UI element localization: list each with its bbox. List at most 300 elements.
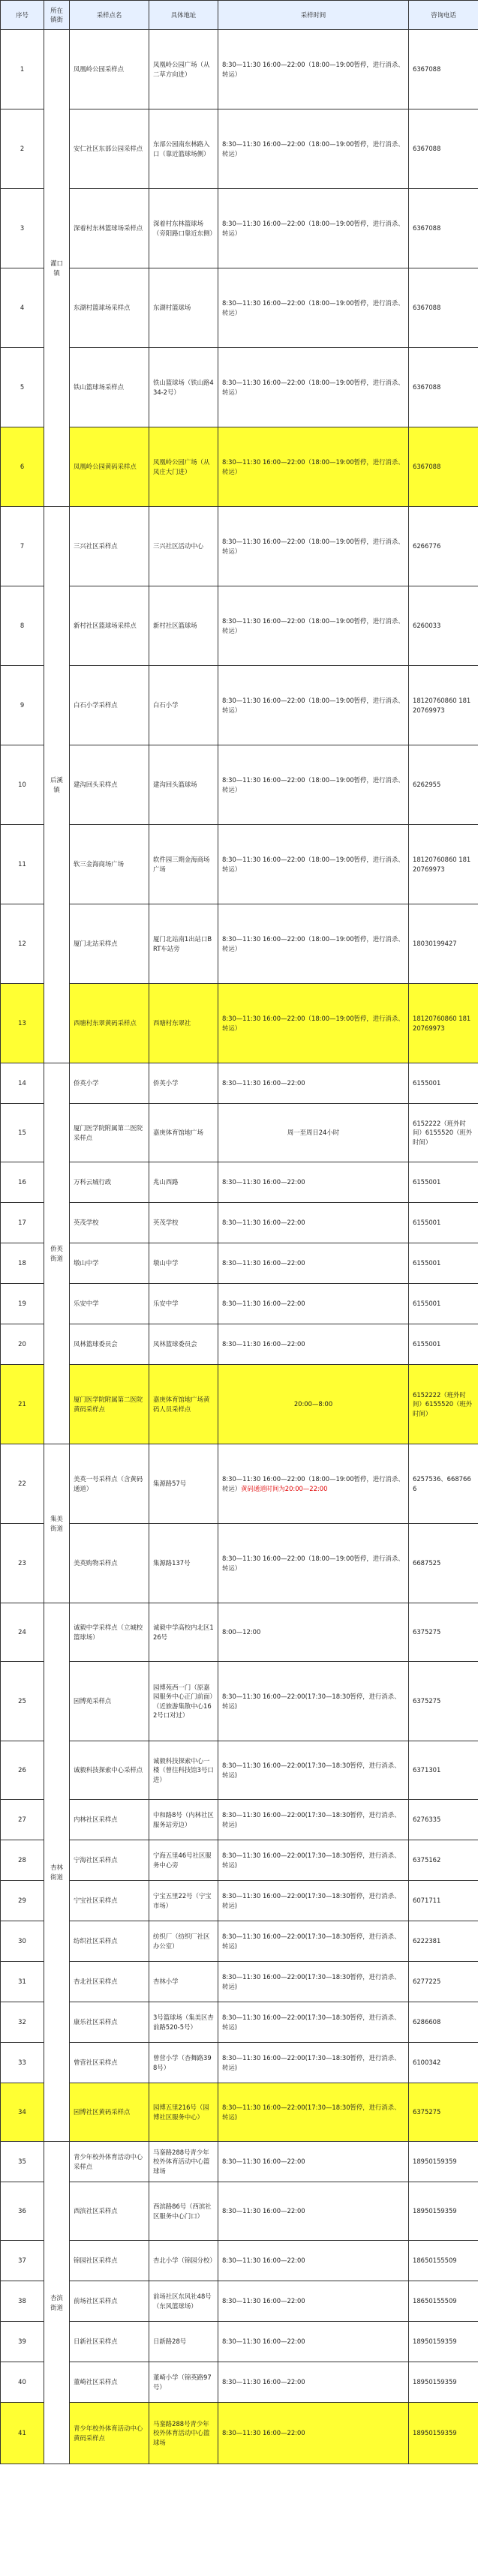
- row-number: 27: [1, 1800, 44, 1840]
- site-name: 曾营社区采样点: [70, 2043, 149, 2083]
- sampling-time-text: 8:30—11:30 16:00—22:00（18:00—19:00暂停，进行消杀、转运）: [222, 617, 404, 634]
- site-name: 墩山中学: [70, 1243, 149, 1284]
- site-name: 深着村东林篮球场采样点: [70, 189, 149, 268]
- table-row: [1, 2362, 478, 2403]
- site-name: 乐安中学: [70, 1284, 149, 1324]
- row-number: 5: [1, 348, 44, 427]
- phone-number: 18030199427: [409, 904, 478, 984]
- site-name: 诚毅中学采样点（立城校篮球场）: [70, 1603, 149, 1662]
- row-number: 1: [1, 30, 44, 109]
- site-name: 侨英小学: [70, 1063, 149, 1104]
- sampling-time: [218, 2083, 409, 2142]
- site-address: 前场社区东风社48号（东风篮球场）: [149, 2281, 218, 2322]
- district-cell: 灌口镇: [44, 30, 70, 507]
- site-name: 厦门医学院附属第二医院黄码采样点: [70, 1365, 149, 1444]
- phone-number: 6155001: [409, 1063, 478, 1104]
- site-name: 日新社区采样点: [70, 2322, 149, 2362]
- site-name: 英茂学校: [70, 1203, 149, 1243]
- site-name: 诚毅科技探索中心采样点: [70, 1741, 149, 1800]
- phone-number: 6367088: [409, 109, 478, 189]
- table-row: [1, 1840, 478, 1881]
- sampling-time-text: 8:30—11:30 16:00—22:00(17:30—18:30暂停，进行消杀、转运): [222, 1693, 401, 1710]
- row-number: 11: [1, 825, 44, 904]
- header-cell: 序号: [1, 1, 44, 30]
- table-row: [1, 2043, 478, 2083]
- sampling-time-text: 20:00—8:00: [293, 1400, 333, 1408]
- row-number: 28: [1, 1840, 44, 1881]
- site-address: 马銮路288号青少年校外体育活动中心篮球场: [149, 2142, 218, 2182]
- row-number: 19: [1, 1284, 44, 1324]
- row-number: 25: [1, 1662, 44, 1741]
- row-number: 4: [1, 268, 44, 348]
- phone-number: 6375162: [409, 1840, 478, 1881]
- site-name: 园博社区黄码采样点: [70, 2083, 149, 2142]
- table-row: [1, 2083, 478, 2142]
- site-address: 三兴社区活动中心: [149, 507, 218, 586]
- table-row: [1, 2403, 478, 2464]
- sampling-time-text: 8:30—11:30 16:00—22:00（18:00—19:00暂停，进行消杀、转运）: [222, 61, 404, 78]
- sampling-time: [218, 2002, 409, 2043]
- sampling-time-text: 8:30—11:30 16:00—22:00(17:30—18:30暂停，进行消杀、转运): [222, 1852, 401, 1869]
- sampling-time: [218, 1104, 409, 1162]
- sampling-time: [218, 1324, 409, 1365]
- sampling-time-text: 8:30—11:30 16:00—22:00(17:30—18:30暂停，进行消杀、转运): [222, 1811, 401, 1828]
- phone-number: 6155001: [409, 1284, 478, 1324]
- sampling-time: [218, 1524, 409, 1603]
- row-number: 32: [1, 2002, 44, 2043]
- sampling-time-text: 8:30—11:30 16:00—22:00: [222, 1219, 305, 1227]
- phone-number: 6257536、6687666: [409, 1444, 478, 1524]
- sampling-time-text: 8:30—11:30 16:00—22:00: [222, 2429, 305, 2437]
- phone-number: 18950159359: [409, 2182, 478, 2241]
- site-name: 凤凰岭公园黄码采样点: [70, 427, 149, 507]
- site-name: 白石小学采样点: [70, 666, 149, 745]
- site-address: 园博苑西一门（原嘉园服务中心正门前面）（近旅游集散中心162号口对过）: [149, 1662, 218, 1741]
- sampling-time: [218, 2362, 409, 2403]
- district-cell: 杏滨街道: [44, 2142, 70, 2464]
- sampling-time: [218, 268, 409, 348]
- phone-number: 6367088: [409, 268, 478, 348]
- sampling-time-text: 8:30—11:30 16:00—22:00: [222, 1340, 305, 1348]
- site-address: 兆山西路: [149, 1162, 218, 1203]
- table-row: [1, 1800, 478, 1840]
- site-address: 西塘村东翠社: [149, 984, 218, 1063]
- sampling-time-text: 8:30—11:30 16:00—22:00（18:00—19:00暂停，进行消杀、转运）: [222, 697, 404, 714]
- site-address: 东湖村篮球场: [149, 268, 218, 348]
- sampling-time-text: 8:00—12:00: [222, 1628, 261, 1636]
- phone-number: 18120760860 18120769973: [409, 825, 478, 904]
- site-address: 嘉庚体育馆地广场: [149, 1104, 218, 1162]
- row-number: 6: [1, 427, 44, 507]
- sampling-time: [218, 1243, 409, 1284]
- sampling-time: [218, 1444, 409, 1524]
- table-row: [1, 427, 478, 507]
- site-name: 厦门北站采样点: [70, 904, 149, 984]
- header-cell: 采样时间: [218, 1, 409, 30]
- table-row: [1, 1741, 478, 1800]
- row-number: 16: [1, 1162, 44, 1203]
- row-number: 34: [1, 2083, 44, 2142]
- sampling-time-text: 8:30—11:30 16:00—22:00: [222, 1178, 305, 1186]
- row-number: 41: [1, 2403, 44, 2464]
- phone-number: 6155001: [409, 1162, 478, 1203]
- sampling-time-text: 8:30—11:30 16:00—22:00(17:30—18:30暂停，进行消杀、转运): [222, 1762, 401, 1779]
- table-row: [1, 507, 478, 586]
- site-name: 内林社区采样点: [70, 1800, 149, 1840]
- phone-number: 18950159359: [409, 2142, 478, 2182]
- site-address: 嘉庚体育馆地广场黄码人员采样点: [149, 1365, 218, 1444]
- sampling-time-text: 8:30—11:30 16:00—22:00(17:30—18:30暂停，进行消杀、转运): [222, 1933, 401, 1950]
- site-name: 美英购物采样点: [70, 1524, 149, 1603]
- table-row: [1, 1524, 478, 1603]
- row-number: 9: [1, 666, 44, 745]
- phone-number: 18950159359: [409, 2403, 478, 2464]
- phone-number: 18650155509: [409, 2281, 478, 2322]
- table-row: [1, 2002, 478, 2043]
- district-cell: 集美街道: [44, 1444, 70, 1603]
- site-name: 康乐社区采样点: [70, 2002, 149, 2043]
- table-row: [1, 2241, 478, 2281]
- district-cell: 侨英街道: [44, 1063, 70, 1444]
- site-address: 3号篮球场（集美区杏前路520-5号）: [149, 2002, 218, 2043]
- row-number: 8: [1, 586, 44, 666]
- row-number: 29: [1, 1881, 44, 1921]
- site-address: 凤林篮球委员会: [149, 1324, 218, 1365]
- site-name: 铁山篮球场采样点: [70, 348, 149, 427]
- phone-number: 18120760860 18120769973: [409, 666, 478, 745]
- district-cell: 杏林街道: [44, 1603, 70, 2142]
- table-row: [1, 1324, 478, 1365]
- district-cell: 后溪镇: [44, 507, 70, 1063]
- phone-number: 6071711: [409, 1881, 478, 1921]
- phone-number: 6277225: [409, 1962, 478, 2002]
- phone-number: 6367088: [409, 427, 478, 507]
- header-cell: 具体地址: [149, 1, 218, 30]
- sampling-time-text: 8:30—11:30 16:00—22:00(17:30—18:30暂停，进行消杀、转运): [222, 2104, 401, 2121]
- sampling-time: [218, 1741, 409, 1800]
- phone-number: 6276335: [409, 1800, 478, 1840]
- site-address: 新村社区篮球场: [149, 586, 218, 666]
- sampling-time-text: 8:30—11:30 16:00—22:00（18:00—19:00暂停，进行消杀、转运）: [222, 458, 404, 475]
- site-name: 董崎社区采样点: [70, 2362, 149, 2403]
- sampling-time-text: 8:30—11:30 16:00—22:00（18:00—19:00暂停，进行消杀、转运）: [222, 1475, 404, 1492]
- table-row: [1, 109, 478, 189]
- site-name: 前场社区采样点: [70, 2281, 149, 2322]
- table-row: [1, 825, 478, 904]
- site-address: 软件园三期金海商场广场: [149, 825, 218, 904]
- sampling-time-text: 8:30—11:30 16:00—22:00（18:00—19:00暂停，进行消杀、转运）: [222, 935, 404, 952]
- site-address: 东部公园南东林路入口（靠近篮球场侧）: [149, 109, 218, 189]
- site-address: 深着村东林篮球场（旁阳路口靠近东侧）: [149, 189, 218, 268]
- phone-number: 6262955: [409, 745, 478, 825]
- row-number: 40: [1, 2362, 44, 2403]
- sampling-time-text: 8:30—11:30 16:00—22:00(17:30—18:30暂停，进行消杀、转运): [222, 1892, 401, 1909]
- phone-number: 6286608: [409, 2002, 478, 2043]
- sampling-time-text: 8:30—11:30 16:00—22:00: [222, 2338, 305, 2346]
- sampling-time: [218, 825, 409, 904]
- row-number: 13: [1, 984, 44, 1063]
- site-address: 厦门北站南1出站口BRT车站旁: [149, 904, 218, 984]
- table-body: [1, 30, 478, 2464]
- sampling-time: [218, 1284, 409, 1324]
- row-number: 15: [1, 1104, 44, 1162]
- phone-number: 6375275: [409, 1603, 478, 1662]
- sampling-time: [218, 507, 409, 586]
- table-header-row: [1, 1, 478, 30]
- sampling-time-text: 8:30—11:30 16:00—22:00: [222, 1079, 305, 1087]
- table-row: [1, 666, 478, 745]
- site-name: 锦园社区采样点: [70, 2241, 149, 2281]
- site-name: 青少年校外体育活动中心黄码采样点: [70, 2403, 149, 2464]
- sampling-time: [218, 1162, 409, 1203]
- table-row: [1, 1881, 478, 1921]
- site-name: 新村社区篮球场采样点: [70, 586, 149, 666]
- phone-number: 6367088: [409, 30, 478, 109]
- phone-number: 6260033: [409, 586, 478, 666]
- sampling-time-text: 8:30—11:30 16:00—22:00（18:00—19:00暂停，进行消杀、转运）: [222, 220, 404, 237]
- sampling-time-text: 8:30—11:30 16:00—22:00(17:30—18:30暂停，进行消杀、转运): [222, 2014, 401, 2031]
- header-cell: 采样点名: [70, 1, 149, 30]
- sampling-time-text: 8:30—11:30 16:00—22:00: [222, 2257, 305, 2265]
- sampling-time-text: 周一至周日24小时: [287, 1129, 340, 1137]
- row-number: 7: [1, 507, 44, 586]
- sampling-time: [218, 1800, 409, 1840]
- sampling-time-text: 8:30—11:30 16:00—22:00: [222, 1259, 305, 1267]
- row-number: 22: [1, 1444, 44, 1524]
- row-number: 39: [1, 2322, 44, 2362]
- site-address: 曾营小学（杏舞路398号）: [149, 2043, 218, 2083]
- sampling-time-text: 8:30—11:30 16:00—22:00: [222, 2158, 305, 2166]
- phone-number: 6155001: [409, 1243, 478, 1284]
- sampling-time: [218, 2182, 409, 2241]
- sampling-time-text: 8:30—11:30 16:00—22:00: [222, 1300, 305, 1308]
- site-name: 建沟回头采样点: [70, 745, 149, 825]
- sampling-time: [218, 2281, 409, 2322]
- sampling-time: [218, 2322, 409, 2362]
- table-row: [1, 1444, 478, 1524]
- sampling-time-text: 8:30—11:30 16:00—22:00（18:00—19:00暂停，进行消杀、转运）: [222, 1015, 404, 1032]
- table-row: [1, 189, 478, 268]
- site-address: 诚毅科技探索中心一楼（曾往科技馆3号口进）: [149, 1741, 218, 1800]
- site-address: 日新路28号: [149, 2322, 218, 2362]
- row-number: 38: [1, 2281, 44, 2322]
- site-name: 凤凰岭公园采样点: [70, 30, 149, 109]
- site-address: 西滨路86号（西滨社区服务中心门口）: [149, 2182, 218, 2241]
- row-number: 33: [1, 2043, 44, 2083]
- sampling-time: [218, 109, 409, 189]
- phone-number: 6687525: [409, 1524, 478, 1603]
- site-address: 杏林小学: [149, 1962, 218, 2002]
- row-number: 31: [1, 1962, 44, 2002]
- row-number: 3: [1, 189, 44, 268]
- table-row: [1, 1162, 478, 1203]
- row-number: 20: [1, 1324, 44, 1365]
- sampling-time: [218, 1921, 409, 1962]
- table-row: [1, 268, 478, 348]
- table-row: [1, 1243, 478, 1284]
- site-address: 集源路137号: [149, 1524, 218, 1603]
- yellow-code-time-note: 黄码通道时间为20:00—22:00: [241, 1484, 328, 1492]
- site-address: 马銮路288号青少年校外体育活动中心篮球场: [149, 2403, 218, 2464]
- site-address: 诚毅中学高校内北区126号: [149, 1603, 218, 1662]
- sampling-time-text: 8:30—11:30 16:00—22:00: [222, 2378, 305, 2386]
- site-address: 白石小学: [149, 666, 218, 745]
- sampling-time: [218, 1063, 409, 1104]
- site-address: 宁宝五里22号（宁宝市场）: [149, 1881, 218, 1921]
- table-row: [1, 745, 478, 825]
- sampling-time-text: 8:30—11:30 16:00—22:00（18:00—19:00暂停，进行消杀、转运）: [222, 538, 404, 555]
- sampling-time: [218, 1203, 409, 1243]
- site-address: 铁山篮球场（铁山路434-2号）: [149, 348, 218, 427]
- table-row: [1, 348, 478, 427]
- table-row: [1, 904, 478, 984]
- row-number: 2: [1, 109, 44, 189]
- row-number: 26: [1, 1741, 44, 1800]
- site-name: 厦门医学院附属第二医院采样点: [70, 1104, 149, 1162]
- table-row: [1, 1962, 478, 2002]
- sampling-time: [218, 189, 409, 268]
- site-name: 西滨社区采样点: [70, 2182, 149, 2241]
- row-number: 14: [1, 1063, 44, 1104]
- row-number: 23: [1, 1524, 44, 1603]
- phone-number: 18950159359: [409, 2362, 478, 2403]
- site-name: 三兴社区采样点: [70, 507, 149, 586]
- phone-number: 18120760860 18120769973: [409, 984, 478, 1063]
- sampling-time-text: 8:30—11:30 16:00—22:00(17:30—18:30暂停，进行消杀、转运): [222, 1973, 401, 1990]
- row-number: 21: [1, 1365, 44, 1444]
- row-number: 30: [1, 1921, 44, 1962]
- table-row: [1, 1104, 478, 1162]
- sampling-time: [218, 586, 409, 666]
- site-address: 纺织厂（纺织厂社区办公室）: [149, 1921, 218, 1962]
- table-row: [1, 1365, 478, 1444]
- site-name: 软三金海商场广场: [70, 825, 149, 904]
- sampling-time: [218, 2043, 409, 2083]
- sampling-time: [218, 666, 409, 745]
- site-name: 青少年校外体育活动中心采样点: [70, 2142, 149, 2182]
- site-name: 安仁社区东部公园采样点: [70, 109, 149, 189]
- row-number: 37: [1, 2241, 44, 2281]
- table-row: [1, 1603, 478, 1662]
- row-number: 10: [1, 745, 44, 825]
- site-address: 杏北小学（锦园分校）: [149, 2241, 218, 2281]
- site-name: 东湖村篮球场采样点: [70, 268, 149, 348]
- site-name: 宁海社区采样点: [70, 1840, 149, 1881]
- table-row: [1, 586, 478, 666]
- row-number: 24: [1, 1603, 44, 1662]
- phone-number: 6155001: [409, 1324, 478, 1365]
- sampling-time-text: 8:30—11:30 16:00—22:00: [222, 2297, 305, 2305]
- sampling-time-text: 8:30—11:30 16:00—22:00（18:00—19:00暂停，进行消杀、转运）: [222, 299, 404, 316]
- sampling-time: [218, 1365, 409, 1444]
- sampling-time-text: 8:30—11:30 16:00—22:00(17:30—18:30暂停，进行消杀、转运): [222, 2054, 401, 2071]
- sampling-time-text: 8:30—11:30 16:00—22:00（18:00—19:00暂停，进行消杀、转运）: [222, 856, 404, 873]
- header-cell: 所在 镇街: [44, 1, 70, 30]
- site-name: 宁宝社区采样点: [70, 1881, 149, 1921]
- sampling-time: [218, 2241, 409, 2281]
- phone-number: 6155001: [409, 1203, 478, 1243]
- site-address: 墩山中学: [149, 1243, 218, 1284]
- site-address: 集源路57号: [149, 1444, 218, 1524]
- row-number: 18: [1, 1243, 44, 1284]
- site-address: 侨英小学: [149, 1063, 218, 1104]
- table-row: [1, 2182, 478, 2241]
- phone-number: 18650155509: [409, 2241, 478, 2281]
- table-row: [1, 1063, 478, 1104]
- table-row: [1, 2142, 478, 2182]
- table-row: [1, 30, 478, 109]
- row-number: 35: [1, 2142, 44, 2182]
- row-number: 12: [1, 904, 44, 984]
- sampling-time-text: 8:30—11:30 16:00—22:00: [222, 2207, 305, 2215]
- table-row: [1, 1203, 478, 1243]
- site-name: 凤林篮球委员会: [70, 1324, 149, 1365]
- site-name: 杏北社区采样点: [70, 1962, 149, 2002]
- sampling-time: [218, 1662, 409, 1741]
- sampling-time: [218, 904, 409, 984]
- sampling-time-text: 8:30—11:30 16:00—22:00（18:00—19:00暂停，进行消杀、转运）: [222, 776, 404, 793]
- phone-number: 6100342: [409, 2043, 478, 2083]
- row-number: 36: [1, 2182, 44, 2241]
- site-address: 凤凰岭公园广场（从二草方向进）: [149, 30, 218, 109]
- table-row: [1, 2281, 478, 2322]
- sampling-time: [218, 1840, 409, 1881]
- phone-number: 6371301: [409, 1741, 478, 1800]
- sampling-time: [218, 2403, 409, 2464]
- site-name: 美英一号采样点（含黄码通道）: [70, 1444, 149, 1524]
- phone-number: 18950159359: [409, 2322, 478, 2362]
- sampling-time: [218, 348, 409, 427]
- table-row: [1, 984, 478, 1063]
- phone-number: 6375275: [409, 1662, 478, 1741]
- site-name: 西塘村东翠黄码采样点: [70, 984, 149, 1063]
- phone-number: 6266776: [409, 507, 478, 586]
- site-address: 乐安中学: [149, 1284, 218, 1324]
- sampling-time: [218, 427, 409, 507]
- site-name: 纺织社区采样点: [70, 1921, 149, 1962]
- sampling-time: [218, 1962, 409, 2002]
- site-address: 英茂学校: [149, 1203, 218, 1243]
- sampling-time: [218, 1881, 409, 1921]
- sampling-time-text: 8:30—11:30 16:00—22:00（18:00—19:00暂停，进行消杀、转运）: [222, 140, 404, 157]
- sampling-time: [218, 2142, 409, 2182]
- site-address: 凤凰岭公园广场（从凤庄大门进）: [149, 427, 218, 507]
- table-row: [1, 1921, 478, 1962]
- sampling-time: [218, 984, 409, 1063]
- site-name: 万科云城行政: [70, 1162, 149, 1203]
- table-row: [1, 1662, 478, 1741]
- sampling-time: [218, 30, 409, 109]
- table-row: [1, 2322, 478, 2362]
- sampling-time: [218, 745, 409, 825]
- site-address: 董崎小学（锦英路97号）: [149, 2362, 218, 2403]
- phone-number: 6152222（班外时间）6155520（班外时间）: [409, 1104, 478, 1162]
- sampling-time-text: 8:30—11:30 16:00—22:00（18:00—19:00暂停，进行消杀、转运）: [222, 1555, 404, 1572]
- site-address: 建沟回头篮球场: [149, 745, 218, 825]
- phone-number: 6367088: [409, 189, 478, 268]
- phone-number: 6367088: [409, 348, 478, 427]
- sampling-time-text: 8:30—11:30 16:00—22:00（18:00—19:00暂停，进行消杀、转运）: [222, 379, 404, 396]
- phone-number: 6152222（班外时间）6155520（班外时间）: [409, 1365, 478, 1444]
- phone-number: 6222381: [409, 1921, 478, 1962]
- header-cell: 咨询电话: [409, 1, 478, 30]
- row-number: 17: [1, 1203, 44, 1243]
- table-row: [1, 1284, 478, 1324]
- site-address: 中和路8号（内林社区服务站旁边）: [149, 1800, 218, 1840]
- site-address: 园博五里216号（园博社区服务中心）: [149, 2083, 218, 2142]
- sampling-time: [218, 1603, 409, 1662]
- site-address: 宁海五里46号社区服务中心旁: [149, 1840, 218, 1881]
